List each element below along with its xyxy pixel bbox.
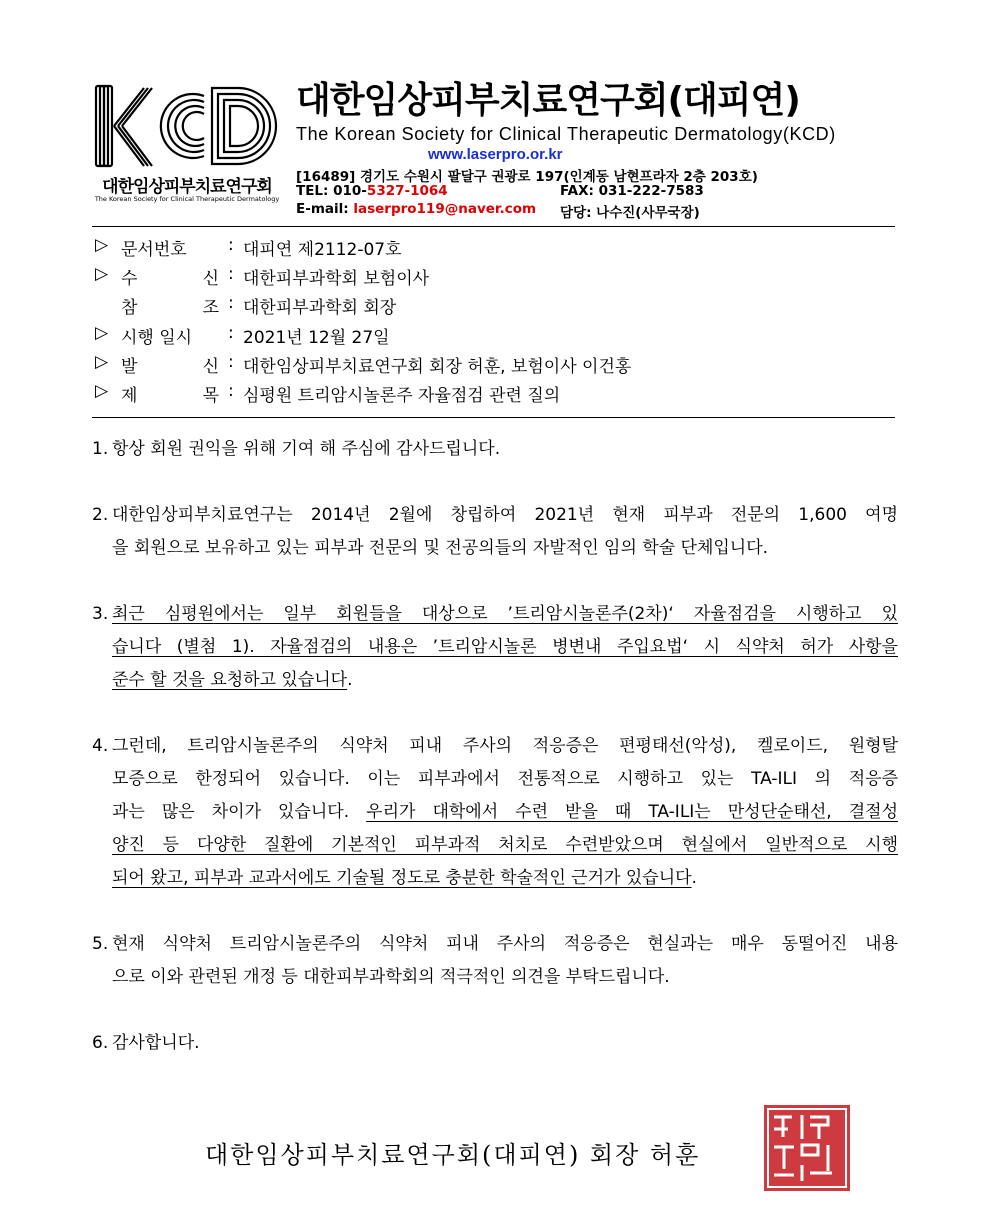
telephone xyxy=(296,183,448,199)
paragraph-line: 을 회원으로 보유하고 있는 피부과 전문의 및 전공의들의 자발적인 임의 학술 단체입니다. xyxy=(112,538,769,558)
paragraph-line-underlined: 습니다 (별첨 1). 자율점검의 내용은 ’트리암시놀론 병변내 주입요법‘ 시 식약처 허가 사항을 xyxy=(112,637,898,657)
paragraph-line: 현재 식약처 트리암시놀론주의 식약처 피내 주사의 적응증은 현실과는 매우 동떨어진 내용 xyxy=(112,934,898,954)
date-value: 2021년 12월 27일 xyxy=(243,328,390,348)
contact-person: 담당: 나수진(사무국장) xyxy=(560,205,700,221)
paragraph-line: 대한임상피부치료연구는 2014년 2월에 창립하여 2021년 현재 피부과 전문의 1,600 여명 xyxy=(112,505,898,525)
tel-number: 5327-1064 xyxy=(366,183,448,199)
header-divider xyxy=(92,226,895,227)
paragraph-line: 되어 왔고, 피부과 교과서에도 기술될 정도로 충분한 학술적인 근거가 있습니다. xyxy=(112,868,697,888)
triangle-marker-icon: ▷ xyxy=(95,264,109,284)
paragraph-line-underlined: 양진 등 다양한 질환에 기본적인 피부과적 처치로 수련받았으며 현실에서 일반적으로 시행 xyxy=(112,835,898,855)
website-link[interactable]: www.laserpro.or.kr xyxy=(428,146,563,163)
triangle-marker-icon: ▷ xyxy=(95,381,109,401)
org-english-title: The Korean Society for Clinical Therapeutic Dermatology(KCD) xyxy=(296,124,836,144)
paragraph-line: 감사합니다. xyxy=(112,1033,200,1053)
paragraph-line: 그런데, 트리암시놀론주의 식약처 피내 주사의 적응증은 편평태선(악성), 켈로이드, 원형탈 xyxy=(112,736,898,756)
org-title: 대한임상피부치료연구회(대피연) xyxy=(296,80,800,121)
reference-value: 대한피부과학회 회장 xyxy=(243,298,397,318)
fax: FAX: 031-222-7583 xyxy=(560,183,704,199)
paragraph-line: 으로 이와 관련된 개정 등 대한피부과학회의 적극적인 의견을 부탁드립니다. xyxy=(112,967,670,987)
signature-line: 대한임상피부치료연구회(대피연) 회장 허훈 xyxy=(205,1141,701,1169)
logo-english-name: The Korean Society for Clinical Therapeutic Dermatology xyxy=(94,195,280,203)
address: [16489] 경기도 수원시 팔달구 권광로 197(인계동 남현프라자 2층 203호) xyxy=(296,169,758,185)
paragraph-line: 모증으로 한정되어 있습니다. 이는 피부과에서 전통적으로 시행하고 있는 TA-ILI 의 적응증 xyxy=(112,769,898,789)
triangle-marker-icon: ▷ xyxy=(95,352,109,372)
subject-label: 제 목 xyxy=(121,386,219,406)
doc-number-value: 대피연 제2112-07호 xyxy=(243,240,402,260)
triangle-marker-icon: ▷ xyxy=(95,323,109,343)
sender-label: 발 신 xyxy=(121,357,219,377)
sender-value: 대한임상피부치료연구회 회장 허훈, 보험이사 이건홍 xyxy=(243,357,632,377)
kcd-logo xyxy=(92,82,282,212)
triangle-marker-icon: ▷ xyxy=(95,235,109,255)
paragraph-line: 과는 많은 차이가 있습니다. 우리가 대학에서 수련 받을 때 TA-ILI는 만성단순태선, 결절성 xyxy=(112,802,898,822)
paragraph-line: 항상 회원 권익을 위해 기여 해 주심에 감사드립니다. xyxy=(112,439,501,459)
paragraph-line: 준수 할 것을 요청하고 있습니다. xyxy=(112,670,353,690)
doc-number-label: 문서번호 xyxy=(121,240,187,260)
kcd-logo-mark xyxy=(92,82,282,170)
meta-divider xyxy=(92,417,895,418)
paragraph-line-underlined: 최근 심평원에서는 일부 회원들을 대상으로 ’트리암시놀론주(2차)‘ 자율점검을 시행하고 있 xyxy=(112,604,898,624)
recipient-label: 수 신 xyxy=(121,269,219,289)
logo-korean-name: 대한임상피부치료연구회 xyxy=(102,177,272,197)
email-link[interactable]: laserpro119@naver.com xyxy=(353,201,537,217)
email xyxy=(296,201,536,217)
tel-label: TEL: 010- xyxy=(296,183,367,199)
recipient-value: 대한피부과학회 보험이사 xyxy=(243,269,430,289)
subject-value: 심평원 트리암시놀론주 자율점검 관련 질의 xyxy=(243,386,561,406)
reference-label: 참 조 xyxy=(121,298,219,318)
official-seal-icon xyxy=(762,1103,852,1193)
date-label: 시행 일시 xyxy=(121,328,193,348)
email-label: E-mail: xyxy=(296,201,354,217)
